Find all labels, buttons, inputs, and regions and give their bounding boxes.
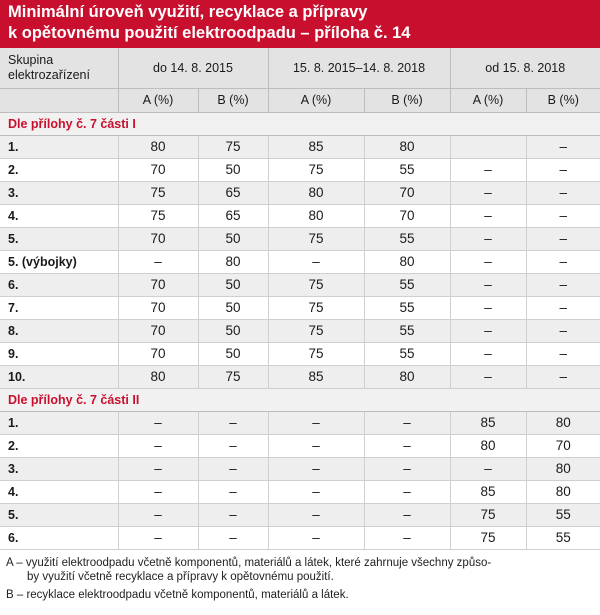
value-cell: 50 [198,319,268,342]
header-row-subcolumns [0,88,600,112]
group-cell: 5. [0,227,118,250]
value-cell: 75 [450,526,526,549]
footnote-b: B – recyklace elektroodpadu včetně komponentů, materiálů a látek. [6,588,349,601]
value-cell: – [450,250,526,273]
value-cell [450,135,526,158]
value-cell: 85 [268,365,364,388]
subcolumn-header: B (%) [526,88,600,112]
value-cell: 80 [526,411,600,434]
value-cell: – [526,181,600,204]
group-cell: 2. [0,158,118,181]
value-cell: 80 [364,365,450,388]
table-row [0,526,600,549]
subcolumn-header: B (%) [364,88,450,112]
value-cell: – [450,158,526,181]
value-cell: – [268,457,364,480]
value-cell: – [364,411,450,434]
period-header: 15. 8. 2015–14. 8. 2018 [268,48,450,88]
value-cell: 50 [198,273,268,296]
table-row [0,503,600,526]
value-cell: – [450,204,526,227]
value-cell: 55 [364,319,450,342]
subcolumn-header: A (%) [118,88,198,112]
value-cell: 75 [268,319,364,342]
value-cell: 80 [118,135,198,158]
value-cell: – [526,319,600,342]
value-cell: – [118,526,198,549]
section-label: Dle přílohy č. 7 části I [0,112,600,135]
value-cell: 80 [450,434,526,457]
section-header-row [0,112,600,135]
value-cell: 75 [268,342,364,365]
value-cell: – [526,158,600,181]
value-cell: 50 [198,342,268,365]
title-line-1: Minimální úroveň využití, recyklace a přípravy [8,3,368,21]
value-cell: 75 [118,204,198,227]
table-row [0,227,600,250]
table-row [0,296,600,319]
value-cell: 70 [364,204,450,227]
value-cell: – [450,365,526,388]
table-row [0,273,600,296]
section-header-row [0,388,600,411]
group-cell: 5. (výbojky) [0,250,118,273]
value-cell: – [526,365,600,388]
value-cell: 75 [268,273,364,296]
value-cell: 75 [118,181,198,204]
table-row [0,319,600,342]
group-cell: 8. [0,319,118,342]
table-row [0,135,600,158]
value-cell: 55 [364,227,450,250]
section-label: Dle přílohy č. 7 části II [0,388,600,411]
value-cell: 80 [526,457,600,480]
value-cell: – [364,457,450,480]
value-cell: – [118,457,198,480]
group-cell: 2. [0,434,118,457]
table-row [0,434,600,457]
value-cell: 80 [364,250,450,273]
table-row [0,365,600,388]
group-cell: 1. [0,135,118,158]
value-cell: 80 [118,365,198,388]
value-cell: – [450,457,526,480]
value-cell: – [268,480,364,503]
value-cell: – [198,411,268,434]
value-cell: 75 [268,296,364,319]
table-row [0,181,600,204]
value-cell: – [526,296,600,319]
subcolumn-header: B (%) [198,88,268,112]
value-cell: – [364,526,450,549]
group-cell: 3. [0,181,118,204]
value-cell: 70 [118,227,198,250]
value-cell: 55 [526,526,600,549]
value-cell: 70 [118,296,198,319]
value-cell: – [450,296,526,319]
value-cell: 80 [198,250,268,273]
value-cell: 55 [364,158,450,181]
value-cell: – [118,503,198,526]
value-cell: – [450,319,526,342]
table-title [0,0,600,48]
footnote-a-line-2: by využití včetně recyklace a přípravy k opětovnému použití. [27,570,334,583]
title-line-2: k opětovnému použití elektroodpadu – příloha č. 14 [8,24,411,42]
value-cell: 75 [198,135,268,158]
table-row [0,480,600,503]
value-cell: 70 [364,181,450,204]
value-cell: – [364,480,450,503]
group-column-header [0,48,118,88]
value-cell: – [198,434,268,457]
group-cell: 4. [0,204,118,227]
value-cell: 85 [268,135,364,158]
footnote-a-line-1: A – využití elektroodpadu včetně komponentů, materiálů a látek, které zahrnuje všechny způso- [6,556,492,569]
value-cell: 80 [268,204,364,227]
value-cell: – [526,342,600,365]
value-cell: 70 [118,319,198,342]
table-row [0,342,600,365]
value-cell: 75 [268,158,364,181]
group-header-line-1: Skupina [8,52,54,67]
value-cell: 80 [364,135,450,158]
recovery-rates-table [0,48,600,550]
table-row [0,158,600,181]
group-cell: 7. [0,296,118,319]
value-cell: 75 [268,227,364,250]
table-row [0,411,600,434]
value-cell: – [268,503,364,526]
group-cell: 3. [0,457,118,480]
value-cell: 80 [268,181,364,204]
group-cell: 9. [0,342,118,365]
value-cell: – [118,480,198,503]
value-cell: – [198,480,268,503]
value-cell: – [198,457,268,480]
period-header: od 15. 8. 2018 [450,48,600,88]
value-cell: – [118,434,198,457]
footnotes [0,550,600,602]
value-cell: – [198,526,268,549]
table-body [0,48,600,549]
value-cell: 75 [198,365,268,388]
table-row [0,457,600,480]
value-cell: 70 [118,158,198,181]
value-cell: – [364,434,450,457]
value-cell: 65 [198,204,268,227]
value-cell: 50 [198,158,268,181]
value-cell: – [118,411,198,434]
value-cell: – [268,526,364,549]
value-cell: 70 [118,342,198,365]
table-row [0,204,600,227]
value-cell: – [268,250,364,273]
table-row [0,250,600,273]
value-cell: 55 [364,342,450,365]
value-cell: 80 [526,480,600,503]
value-cell: 55 [364,273,450,296]
period-header: do 14. 8. 2015 [118,48,268,88]
subcolumn-header: A (%) [450,88,526,112]
value-cell: – [118,250,198,273]
group-column-header-spacer [0,88,118,112]
value-cell: – [450,342,526,365]
group-cell: 4. [0,480,118,503]
value-cell: – [268,434,364,457]
subcolumn-header: A (%) [268,88,364,112]
value-cell: – [268,411,364,434]
value-cell: – [526,250,600,273]
group-cell: 1. [0,411,118,434]
group-cell: 10. [0,365,118,388]
value-cell: 70 [118,273,198,296]
value-cell: 70 [526,434,600,457]
group-cell: 5. [0,503,118,526]
value-cell: 75 [450,503,526,526]
value-cell: – [450,181,526,204]
header-row-periods [0,48,600,88]
value-cell: – [526,227,600,250]
group-cell: 6. [0,526,118,549]
value-cell: – [198,503,268,526]
value-cell: 85 [450,480,526,503]
value-cell: 50 [198,227,268,250]
value-cell: 55 [364,296,450,319]
group-header-line-2: elektrozařízení [8,67,90,82]
footnote-a [6,556,594,584]
value-cell: – [450,227,526,250]
value-cell: – [450,273,526,296]
value-cell: 85 [450,411,526,434]
value-cell: – [526,273,600,296]
value-cell: – [526,204,600,227]
value-cell: 50 [198,296,268,319]
value-cell: 55 [526,503,600,526]
group-cell: 6. [0,273,118,296]
value-cell: – [364,503,450,526]
value-cell: 65 [198,181,268,204]
value-cell: – [526,135,600,158]
